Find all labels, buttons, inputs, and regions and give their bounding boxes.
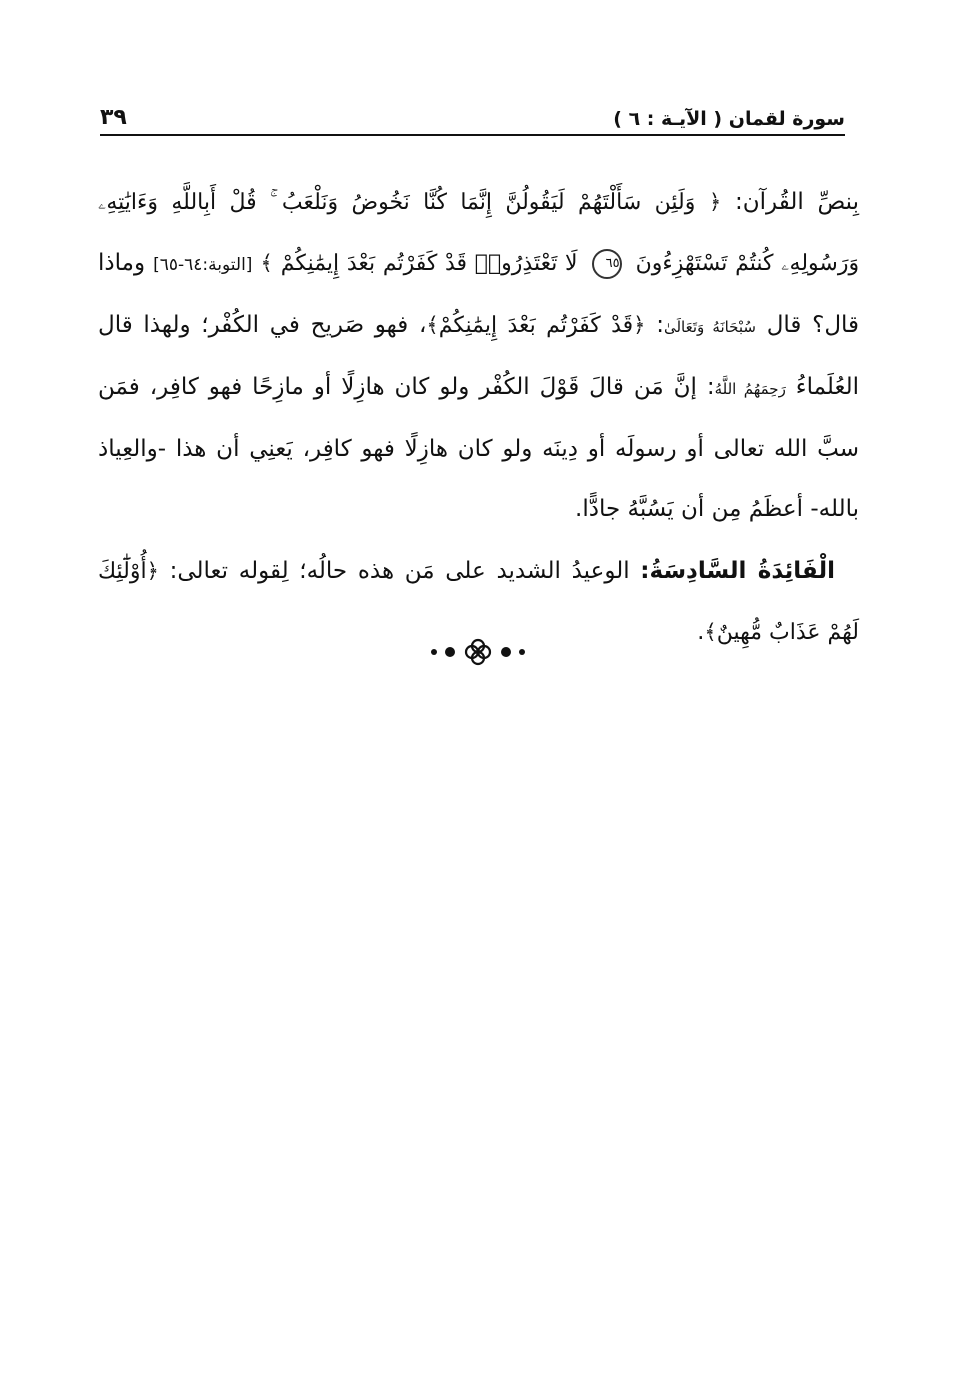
benefit-heading: الْفَائِدَةُ السَّادِسَةُ: bbox=[640, 558, 836, 584]
surah-title: سورة لقمان ( الآيـة : ٦ ) bbox=[613, 108, 845, 130]
page-number: ٣٩ bbox=[100, 105, 127, 130]
honorific-2: رَحِمَهُمُ اللَّهُ bbox=[714, 380, 786, 398]
quran-verse-part-1: وَلَئِن سَأَلْتَهُمْ لَيَقُولُنَّ إِنَّمَا كُنَّا نَخُوضُ وَنَلْعَبُ ۚ قُلْ أَبِاللَّهِ وَءَايَٰتِهِۦ وَرَسُولِهِۦ كُنتُمْ تَسْتَهْزِءُونَ bbox=[98, 190, 860, 276]
paragraph-text-1: وماذا قال؟ قال bbox=[98, 250, 860, 338]
quote-3-close-bracket: ﴾ bbox=[704, 620, 717, 644]
dot-small-left bbox=[431, 649, 437, 655]
dot-large-right bbox=[501, 647, 511, 657]
quran-close-bracket: ﴾ bbox=[260, 251, 273, 275]
section-divider-ornament bbox=[0, 632, 955, 672]
paragraph-text-2: ، فهو صَريح في الكُفْر؛ ولهذا قال العُلَماءُ bbox=[98, 312, 859, 400]
dot-small-right bbox=[519, 649, 525, 655]
dot-large-left bbox=[445, 647, 455, 657]
quran-quote-3: أُوْلَٰٓئِكَ لَهُمْ عَذَابٌ مُّهِينٌ bbox=[98, 559, 859, 645]
paragraph-end: . bbox=[697, 619, 705, 645]
verse-citation: [التوبة:٦٤-٦٥] bbox=[153, 255, 253, 275]
page-content bbox=[98, 172, 859, 663]
quote-2-close-bracket: ﴾ bbox=[426, 313, 439, 337]
ayah-number-marker: ٦٥ bbox=[592, 249, 622, 279]
knot-ornament-icon bbox=[463, 637, 493, 667]
quran-verse-part-2: لَا تَعْتَذِرُوا۟ قَدْ كَفَرْتُم بَعْدَ إِيمَٰنِكُمْ bbox=[280, 251, 578, 276]
quote-3-open-bracket: ﴿ bbox=[146, 559, 159, 583]
paragraph-text-3: : إنَّ مَن قالَ قَوْلَ الكُفْر ولو كان هازِلًا أو مازِحًا فهو كافِر، فمَن سبَّ الله تعالى أو رسولَه أو دِينَه ولو كان هازِلًا فهو كافِر، يَعنِي أن هذا -والعِياذ بالله- أعظَمُ مِن أن يَسُبَّهُ جادًّا. bbox=[98, 374, 859, 522]
honorific-1: سُبْحَانَهُ وَتَعَالَىٰ bbox=[663, 318, 756, 336]
quote-2-open-bracket: ﴿ bbox=[633, 313, 646, 337]
paragraph-lead: بِنصِّ القُرآن: bbox=[735, 189, 859, 215]
page-header bbox=[100, 96, 845, 136]
benefit-text: الوعيدُ الشديد على مَن هذه حالُه؛ لِقوله تعالى: bbox=[169, 558, 630, 584]
colon: : bbox=[656, 312, 664, 338]
quran-quote-2: قَدْ كَفَرْتُم بَعْدَ إِيمَٰنِكُمْ bbox=[438, 313, 634, 338]
paragraph-1 bbox=[98, 172, 859, 539]
quran-open-bracket: ﴿ bbox=[709, 190, 722, 214]
